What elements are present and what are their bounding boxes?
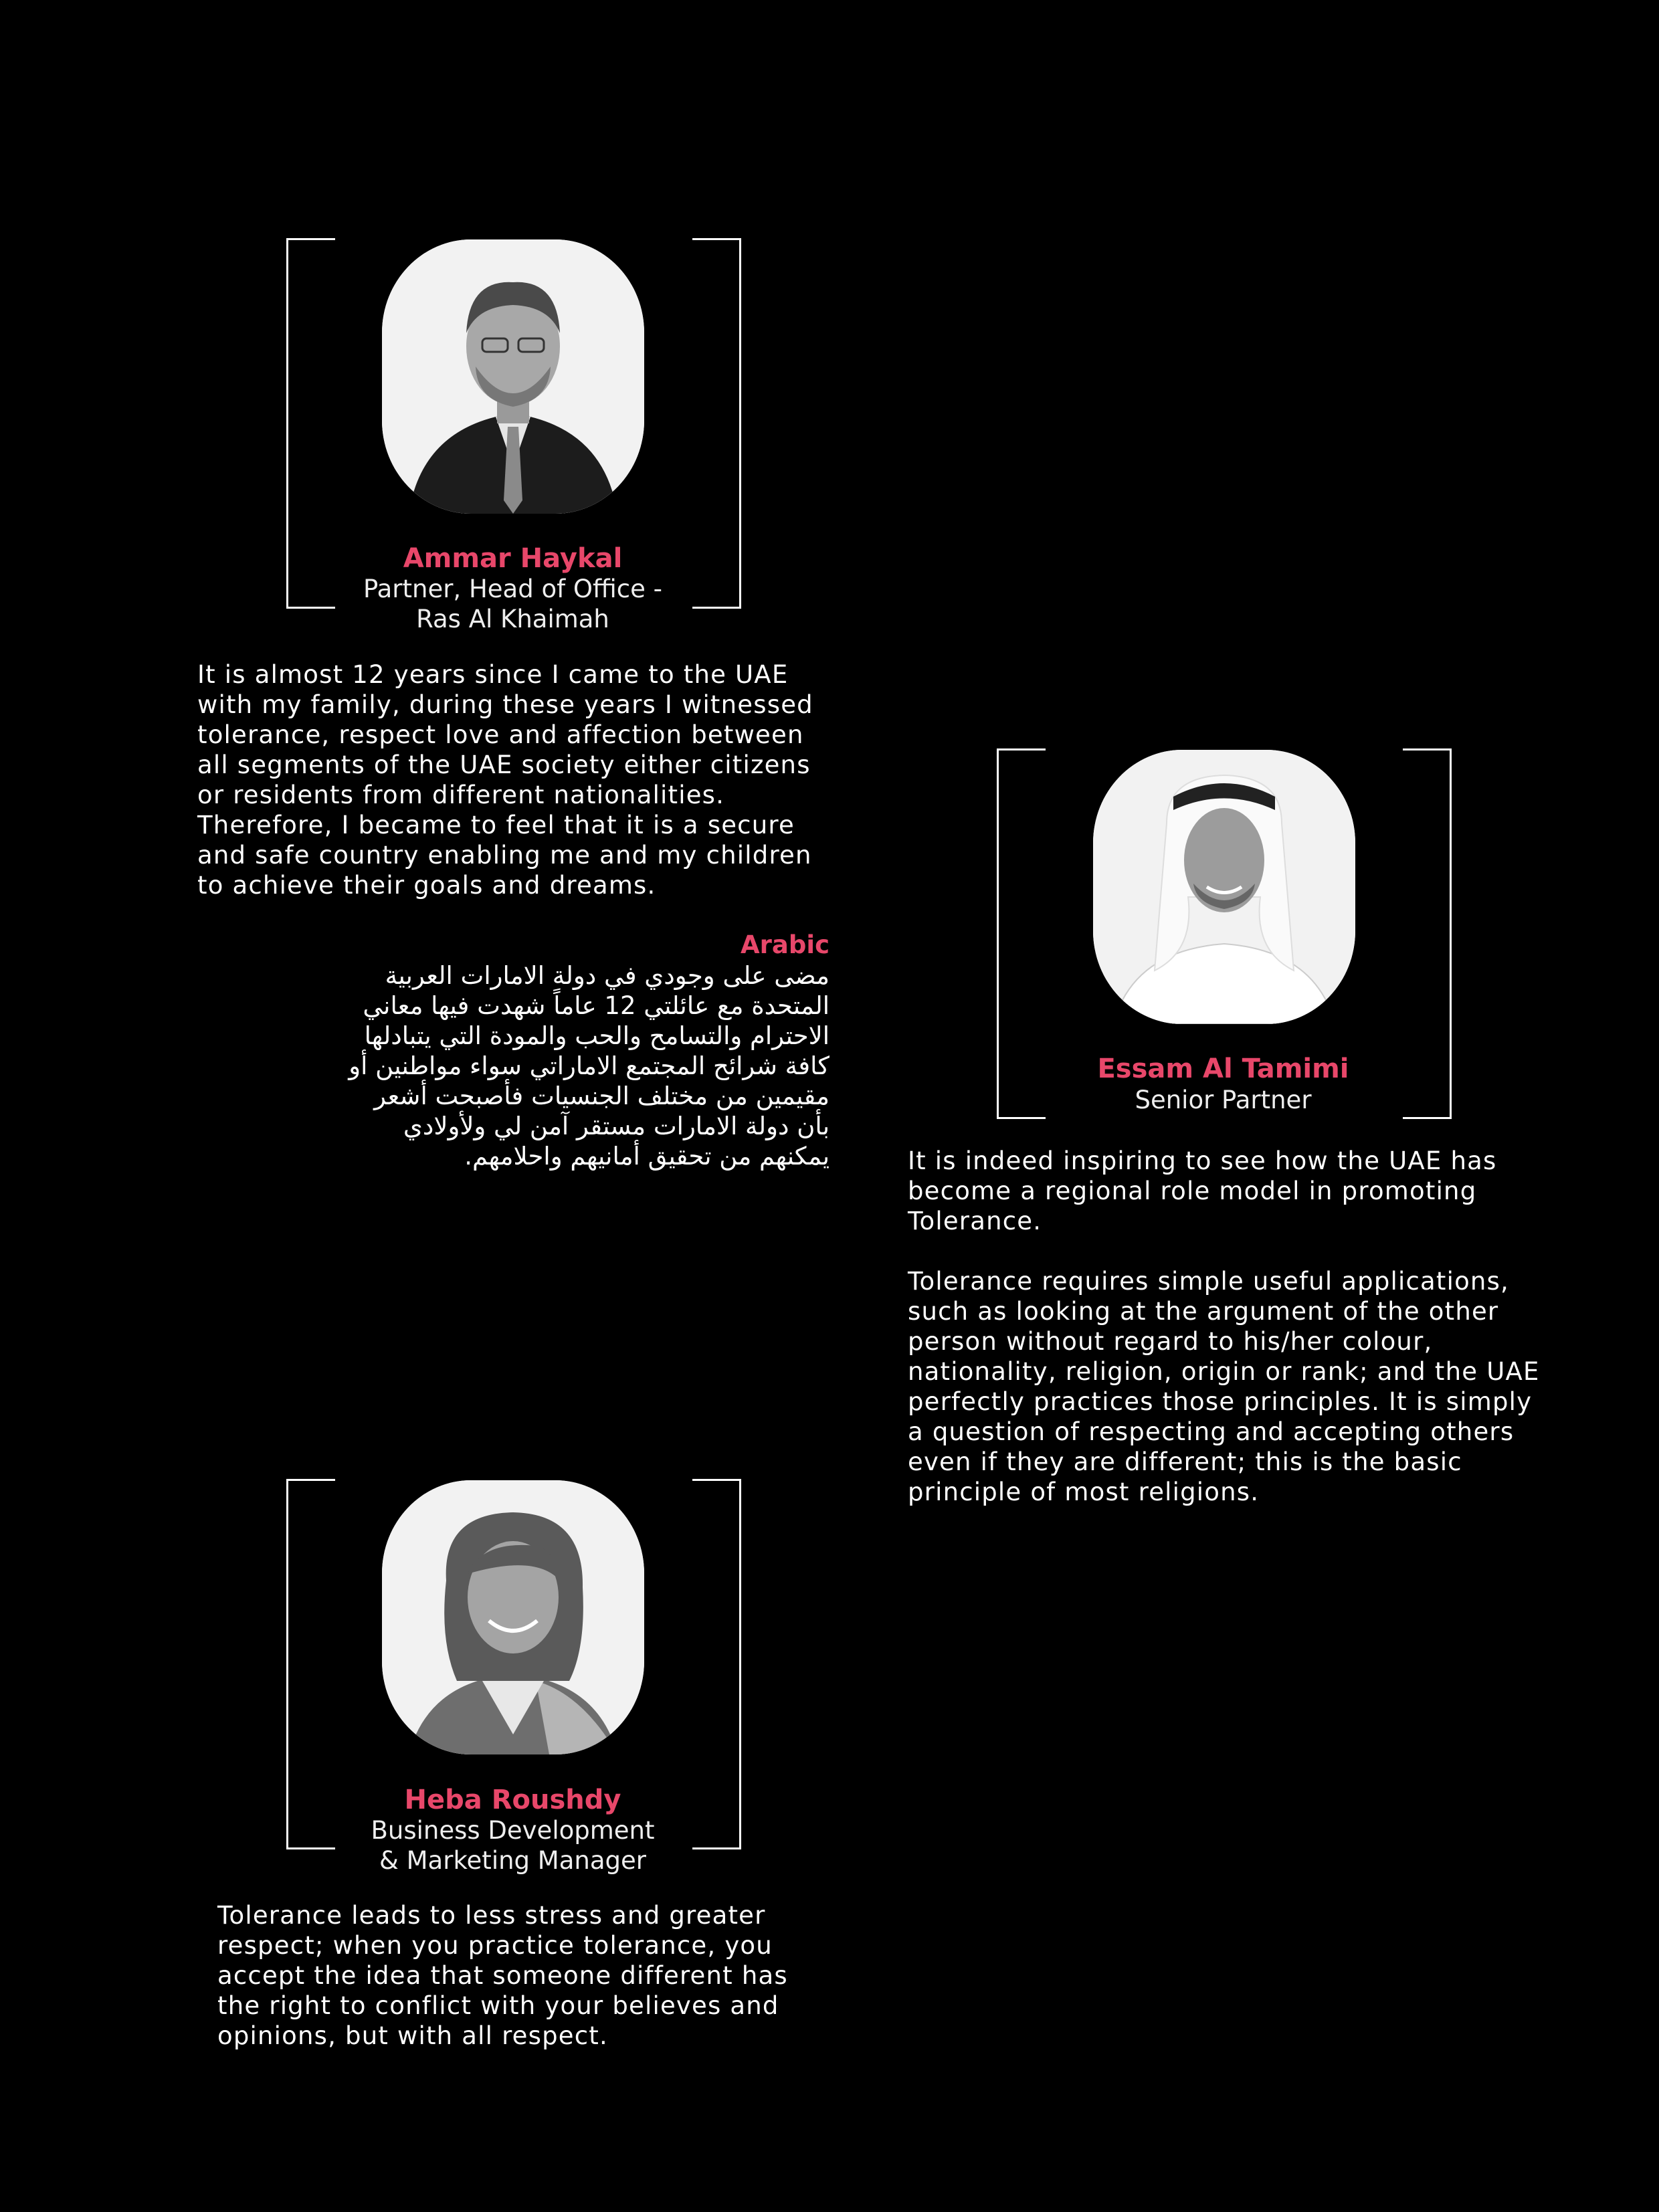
person-name: Ammar Haykal (403, 543, 623, 574)
arabic-label: Arabic (741, 930, 830, 959)
quote-text-paragraph-2: Tolerance requires simple useful applications, such as looking at the argument of the other person without regard to his/her colour, nationality, religion, origin or rank; and the UAE perfectly practices those principles. It is simply a question of respecting and accepting others even if they are different; this is the basic principle of most religions. (908, 1267, 1540, 1506)
person-role-line1: Partner, Head of Office - (363, 575, 663, 603)
person-name: Heba Roushdy (404, 1785, 621, 1815)
person-role-line2: Ras Al Khaimah (416, 605, 609, 633)
quote-text-arabic: مضى على وجودي في دولة الامارات العربية المتحدة مع عائلتي 12 عاماً شهدت فيها معاني الاحترام والتسامح والحب والمودة التي يتبادلها كافة شرائح المجتمع الاماراتي سواء مواطنين أو مقيمين من مختلف الجنسيات فأصبحت أشعر بأن دولة الامارات مستقر آمن لي ولأولادي يمكنهم من تحقيق أمانيهم واحلامهم. (349, 961, 830, 1171)
person-role-line1: Senior Partner (1135, 1086, 1312, 1114)
portrait-photo-icon (1093, 750, 1355, 1024)
quote-text-english: It is almost 12 years since I came to the UAE with my family, during these years I witnessed tolerance, respect love and affection between all segments of the UAE society either citizens or residents from different nationalities. Therefore, I became to feel that it is a secure and safe country enabling me and my children to achieve their goals and dreams. (197, 660, 813, 900)
person-role-line1: Business Development (371, 1816, 655, 1845)
person-name: Essam Al Tamimi (1097, 1053, 1349, 1084)
portrait-photo-icon (382, 1480, 644, 1754)
portrait-photo-icon (382, 239, 644, 514)
quote-text-paragraph-1: It is indeed inspiring to see how the UAE has become a regional role model in promoting Tolerance. (908, 1146, 1497, 1235)
quote-text-english: Tolerance leads to less stress and greater respect; when you practice tolerance, you accept the idea that someone different has the right to conflict with your believes and opinions, but with all respect. (217, 1901, 788, 2050)
person-role-line2: & Marketing Manager (379, 1846, 646, 1875)
